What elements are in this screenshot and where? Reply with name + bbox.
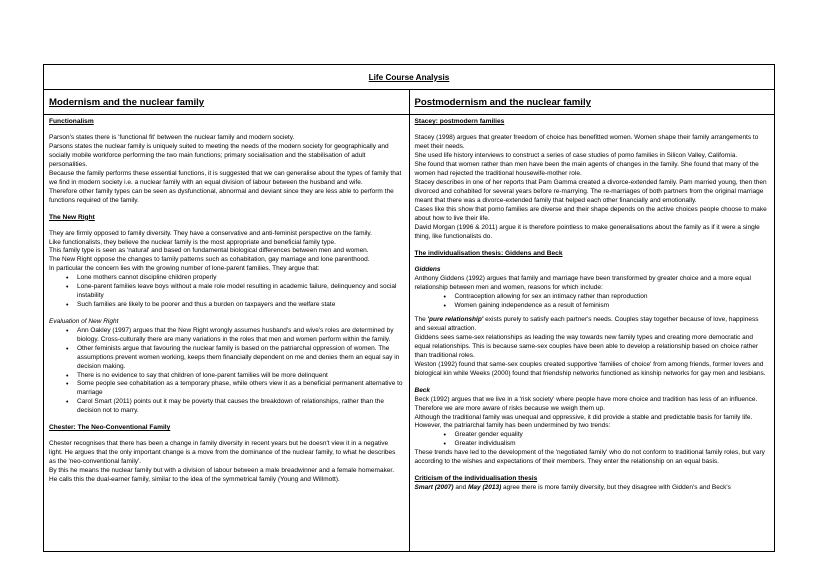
evaluation-bullet-list [49, 327, 404, 417]
beck-bullet-list [415, 431, 770, 449]
criticism-heading: Criticism of the individualisation thesis [414, 475, 538, 483]
giddens-subheading: Giddens [414, 266, 441, 274]
list-item: • Women gaining independence as a result of feminism [455, 302, 770, 311]
new-right-para-1: They are firmly opposed to family diversity. They have a conservative and anti-feminist perspective on the family. [49, 229, 372, 237]
pure-rel-prefix: The [414, 316, 428, 324]
chester-para-2: By this he means the nuclear family but with a division of labour between a male breadwinner and a female homemaker. He calls this the dual-earner family, similar to the idea of the symmetrical family (Young and Willmott). [49, 467, 395, 484]
beck-closing-para: These trends have led to the development of the 'negotiated family' who do not conform to traditional family roles, but vary according to the wishes and expectations of their members. They enter the relationship on an equal basis. [414, 449, 765, 466]
new-right-bullet-list [49, 274, 404, 310]
list-item: • Some people see cohabitation as a temporary phase, while others view it as a beneficial permanent alternative to marriage [77, 380, 404, 398]
list-item: • There is no evidence to say that children of lone-parent families will be more delinquent [77, 372, 404, 381]
criticism-may: May (2013) [468, 484, 502, 492]
new-right-para-5: In particular the concern lies with the growing number of lone-parent families. They argue that: [49, 265, 320, 273]
section-criticism [415, 474, 770, 493]
stacey-para-2: She used life history interviews to construct a series of case studies of pomo families in Silicon Valley, California. [414, 151, 738, 159]
table-title-cell [44, 65, 775, 90]
section-functionalism [49, 117, 404, 206]
beck-para-2: Although the traditional family was unequal and oppressive, it did provide a stable and predictable basis for family life. However, the patriarchal family has been undermined by two trends: [414, 413, 753, 430]
beck-para-1: Beck (1992) argues that we live in a 'risk society' where people have more choice and tradition has less of an influence. Therefore we are more aware of risks because we weigh them up. [414, 395, 758, 412]
list-item: • Contraception allowing for sex an intimacy rather than reproduction [455, 293, 770, 302]
stacey-para-1: Stacey (1998) argues that greater freedom of choice has benefitted women. Women shape their family arrangements to meet their needs. [414, 133, 759, 150]
list-item: • Lone mothers cannot discipline children properly [77, 274, 404, 283]
table-title-row [44, 65, 775, 90]
stacey-para-4: Stacey describes in one of her reports that Pam Gamma created a divorce-extended family. Pam married young, then then divorced and cohabited for several years before re-marrying. The re-marriages of both partners from the original marriage meant that there was a divorce-extended family that helped each other financially and emotionally. [414, 178, 767, 204]
giddens-pure-relationship-para [415, 316, 770, 334]
giddens-intro: Anthony Giddens (1992) argues that family and marriage have been transformed by greater choice and a more equal relationship between men and women, reasons for which include: [414, 275, 751, 292]
criticism-conjunction: and [453, 484, 468, 492]
stacey-para-6: David Morgan (1996 & 2011) argue it is therefore pointless to make generalisations about the family as if it were a single thing, like functionalists do. [414, 223, 760, 240]
list-item: • Carol Smart (2011) points out it may be poverty that causes the breakdown of relationships, rather than the decision not to marry. [77, 398, 404, 416]
column-header-postmodernism-cell [409, 90, 775, 115]
functionalism-para-4: Therefore other family types can be seen as dysfunctional, abnormal and deviant since they are less able to perform the functions required of the family. [49, 187, 394, 204]
chester-para-1: Chester recognises that there has been a change in family diversity in recent years but he doesn't view it in a negative light. He argues that the only important change is a move from the dominance of the nuclear family, to what he describes as the 'neo-conventional family'. [49, 440, 396, 466]
section-chester [49, 423, 404, 485]
life-course-analysis-table [43, 64, 775, 552]
criticism-line [415, 484, 770, 493]
right-column-cell [409, 115, 775, 552]
functionalism-heading: Functionalism [49, 118, 94, 125]
column-header-postmodernism: Postmodernism and the nuclear family [414, 97, 591, 108]
functionalism-para-2: Parsons states the nuclear family is uniquely suited to meeting the needs of the modern society for geographically and socially mobile workforce performing the two main functions; primary socialisation and the stabilisation of adult personalities. [49, 142, 389, 168]
stacey-para-3: She found that women rather than men have been the main agents of changes in the family. She found that many of the women had rejected the traditional housewife-mother role. [414, 160, 759, 177]
list-item: • Ann Oakley (1997) argues that the New Right wrongly assumes husband's and wive's roles are determined by biology. Cross-culturally there are many variations in the roles that men and women perform within the family. [77, 327, 404, 345]
section-beck [415, 386, 770, 468]
table-header-row [44, 90, 775, 115]
functionalism-para-3: Because the family performs these essential functions, it is suggested that we can generalise about the types of family that we find in modern society i.e. a nuclear family with an equal division of labour between the husband and wife. [49, 169, 402, 186]
giddens-para-1: Giddens sees same-sex relationships as leading the way towards new family types and creating more democratic and equal relationships. This is because same-sex couples have been able to develop a relationship based on choice rather than traditional roles. [414, 333, 759, 359]
column-header-modernism: Modernism and the nuclear family [49, 97, 205, 108]
new-right-para-4: The New Right oppose the changes to family patterns such as cohabitation, gay marriage and lone parenthood. [49, 256, 370, 264]
criticism-smart: Smart (2007) [414, 484, 454, 492]
individualisation-heading: The individualisation thesis: Giddens and Beck [414, 249, 563, 257]
pure-rel-rest: exists purely to satisfy each partner's needs. Couples stay together because of love, happiness and sexual attraction. [414, 316, 759, 332]
section-stacey [415, 117, 770, 242]
section-evaluation-new-right [49, 317, 404, 416]
chester-heading: Chester: The Neo-Conventional Family [49, 424, 171, 432]
pure-rel-emphasis: 'pure relationship' [427, 316, 484, 324]
section-giddens [415, 265, 770, 378]
new-right-para-2: Like functionalists, they believe the nuclear family is the most appropriate and beneficial family type. [49, 238, 336, 246]
new-right-para-3: This family type is seen as 'natural' and based on fundamental biological differences between men and women. [49, 247, 369, 255]
list-item: • Greater individualism [455, 440, 770, 449]
functionalism-para-1: Parson's states there is 'functional fit' between the nuclear family and modern society. [49, 133, 295, 141]
page-title: Life Course Analysis [368, 73, 450, 82]
giddens-bullet-list [415, 293, 770, 311]
evaluation-heading: Evaluation of New Right [49, 318, 119, 326]
table-body-row [44, 115, 775, 552]
list-item: • Greater gender equality [455, 431, 770, 440]
criticism-rest: agree there is more family diversity, but they disagree with Gidden's and Beck's [501, 484, 731, 492]
column-header-modernism-cell [44, 90, 410, 115]
list-item: • Other feminists argue that favouring the nuclear family is based on the patriarchal oppression of women. The assumptions prevent women working, keeps them financially dependent on me and denies them an equal say in decision making. [77, 345, 404, 372]
stacey-heading: Stacey: postmodern families [414, 118, 505, 125]
new-right-heading: The New Right [49, 213, 95, 221]
left-column-cell [44, 115, 410, 552]
section-new-right [49, 213, 404, 311]
list-item: • Lone-parent families leave boys without a male role model resulting in academic failure, delinquency and social instability [77, 283, 404, 301]
giddens-para-2: Weston (1992) found that same-sex couples created supportive 'families of choice' from among friends, former lovers and biological kin while Weeks (2000) found that friendship networks functioned as kinship networks for gay men and lesbians. [414, 360, 766, 377]
stacey-para-5: Cases like this show that pomo families are diverse and their shape depends on the active choices people choose to make about how to live their life. [414, 205, 767, 222]
beck-subheading: Beck [414, 386, 431, 394]
list-item: • Such families are likely to be poorer and thus a burden on taxpayers and the welfare state [77, 301, 404, 310]
section-individualisation [415, 249, 770, 259]
